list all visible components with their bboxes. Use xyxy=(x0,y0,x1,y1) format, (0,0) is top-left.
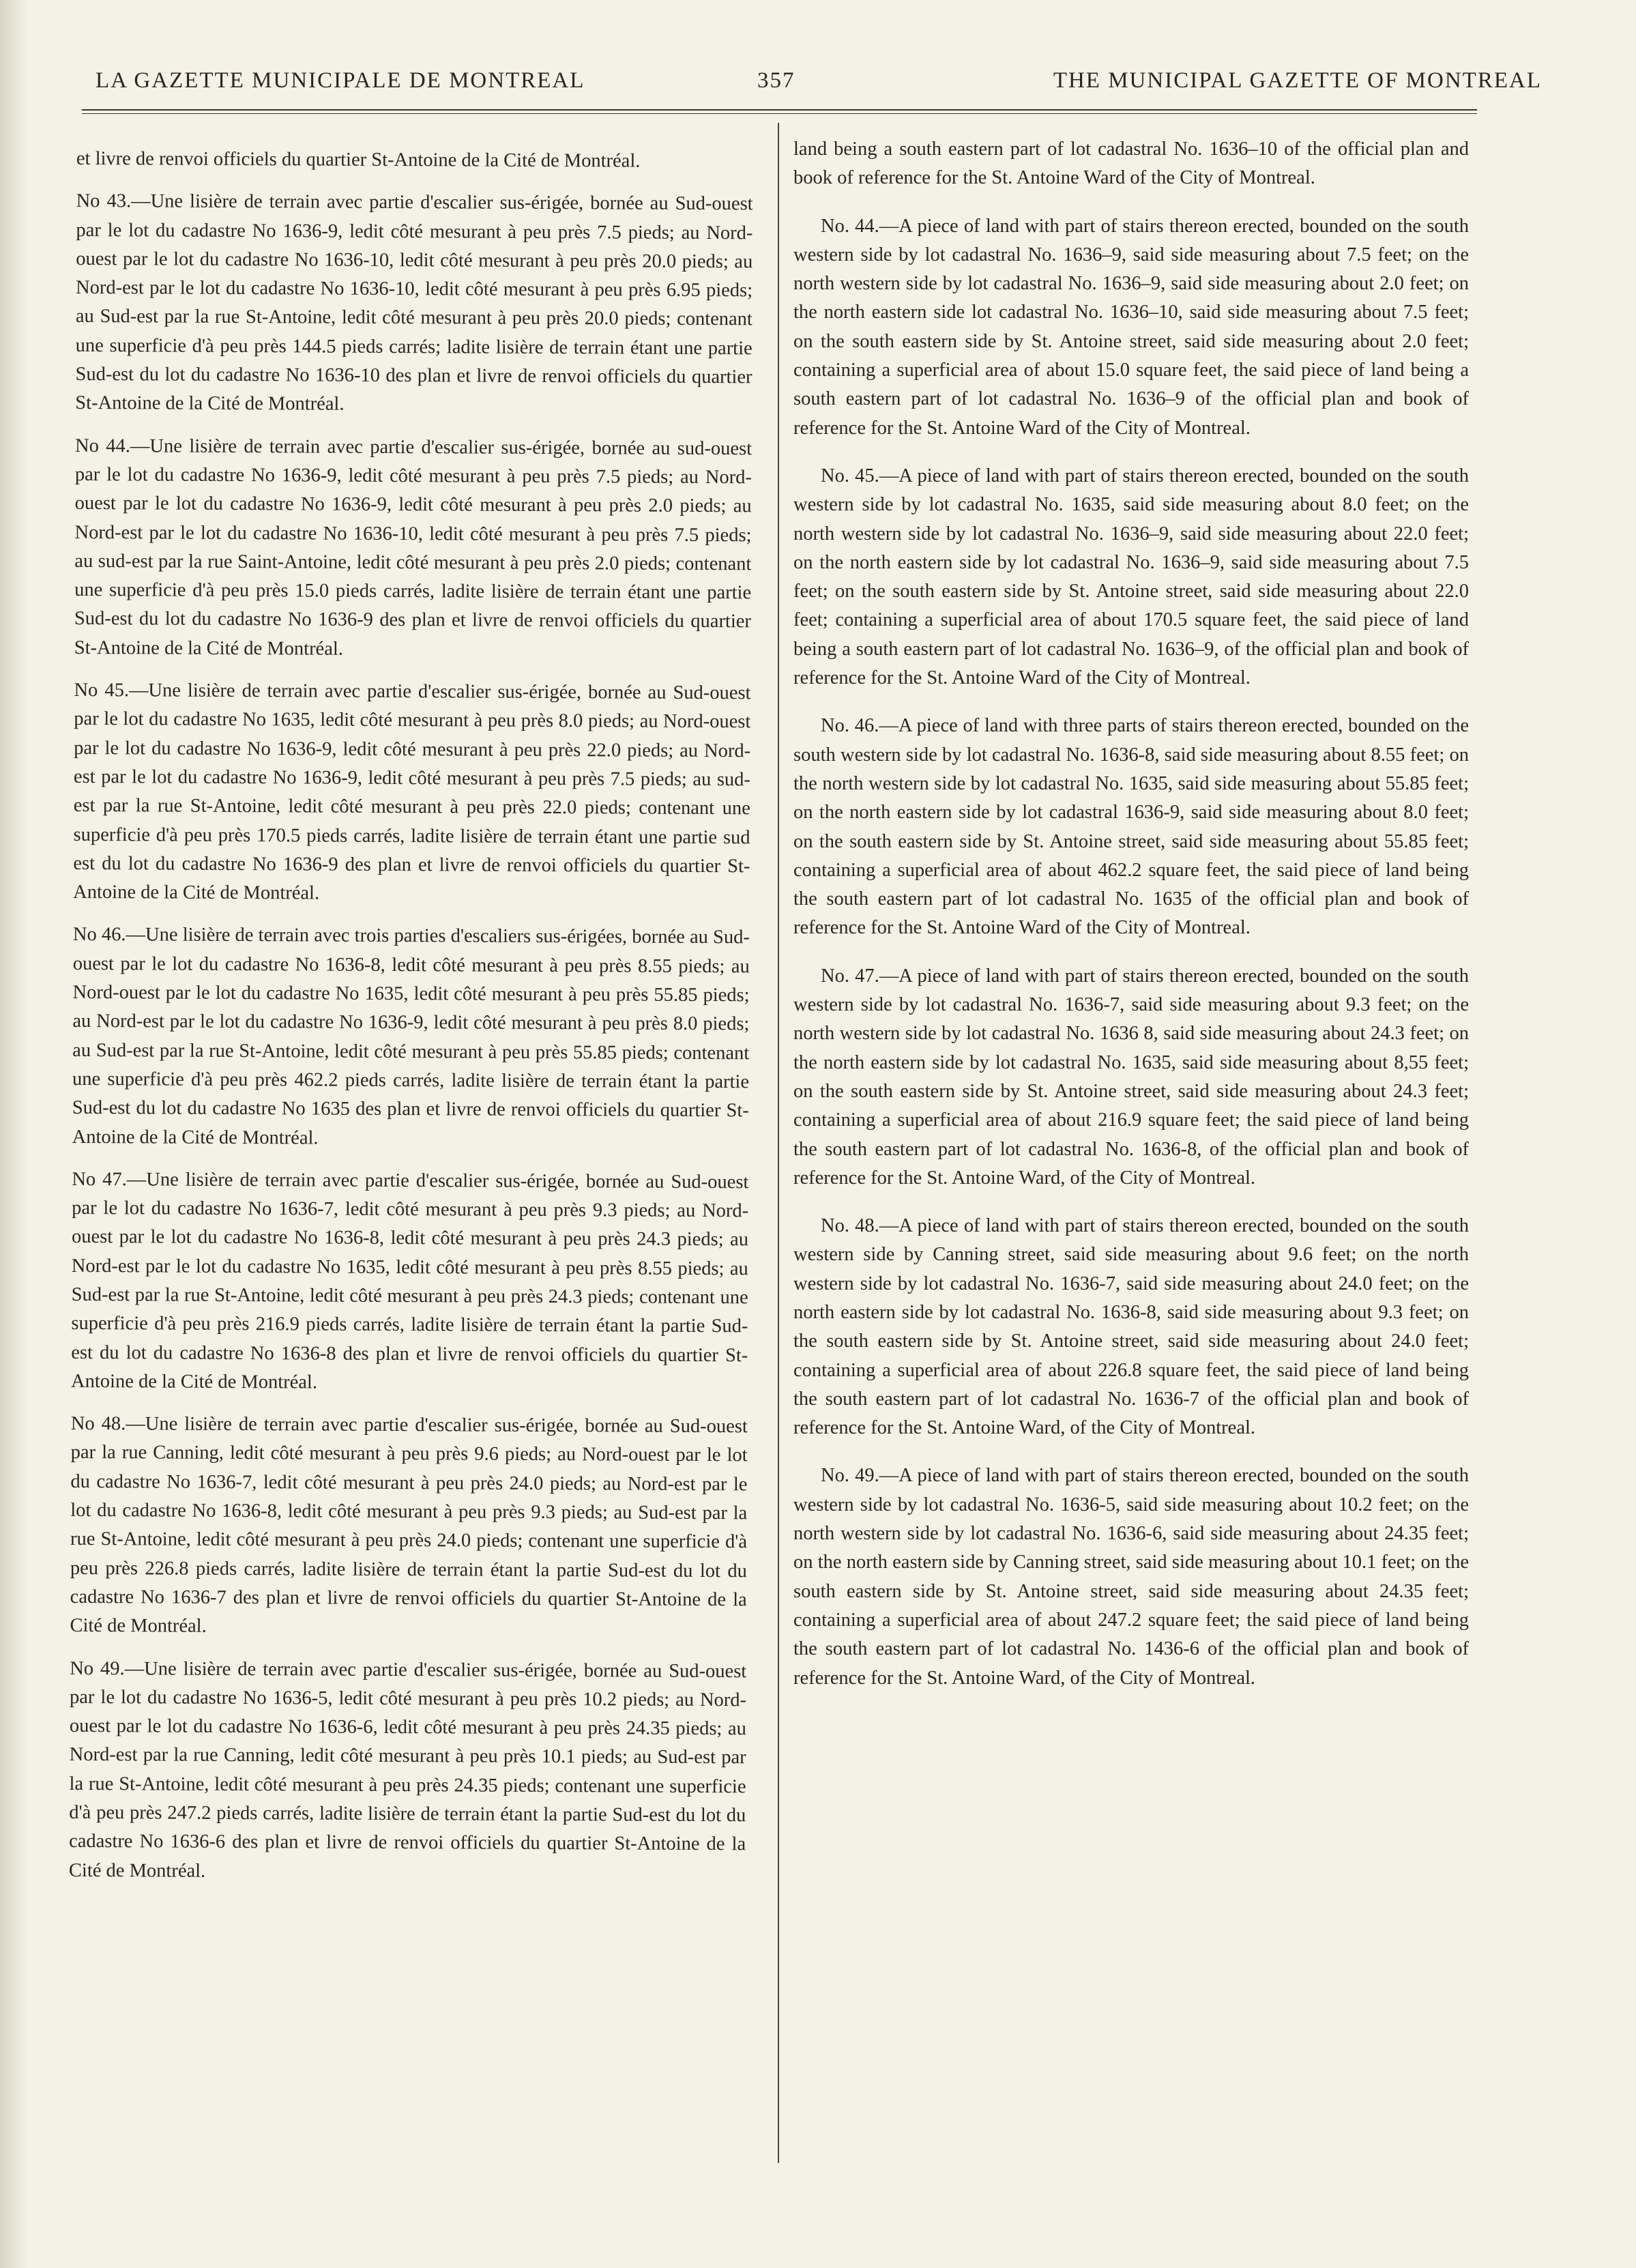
french-paragraph-continuation: et livre de renvoi officiels du quartier St-Antoine de la Cité de Montréal. xyxy=(76,147,641,172)
header-rule xyxy=(82,109,1477,111)
english-paragraph-continuation: land being a south eastern part of lot cadastral No. 1636–10 of the official plan and book of reference for the St. Antoine Ward of the City of Montreal. xyxy=(793,139,1469,189)
page-number: 357 xyxy=(757,68,795,93)
french-paragraph-no-44: No 44.—Une lisière de terrain avec partie d'escalier sus-érigée, bornée au sud-ouest par le lot du cadastre No 1636-9, ledit côté mesurant à peu près 7.5 pieds; au Nord-ouest par le lot du cadastre No 1636-9, ledit côté mesurant à peu près 2.0 pieds; au Nord-est par le lot du cadastre No 1636-10, ledit côté mesurant à peu près 7.5 pieds; au sud-est par la rue Saint-Antoine, ledit côté mesurant à peu près 2.0 pieds; contenant une superficie d'à peu près 15.0 pieds carrés, ladite lisière de terrain étant une partie Sud-est du lot du cadastre No 1636-9 des plan et livre de renvoi officiels du quartier St-Antoine de la Cité de Montréal. xyxy=(74,435,753,660)
page-header xyxy=(96,68,1542,109)
french-paragraph-no-45: No 45.—Une lisière de terrain avec partie d'escalier sus-érigée, bornée au Sud-ouest par le lot du cadastre No 1635, ledit côté mesurant à peu près 8.0 pieds; au Nord-ouest par le lot du cadastre No 1636-9, ledit côté mesurant à peu près 22.0 pieds; au Nord-est par le lot du cadastre No 1636-9, ledit côté mesurant à peu près 7.5 pieds; au sud-est par la rue St-Antoine, ledit côté mesurant à peu près 22.0 pieds; contenant une superficie d'à peu près 170.5 pieds carrés, ladite lisière de terrain étant une partie sud est du lot du cadastre No 1636-9 des plan et livre de renvoi officiels du quartier St-Antoine de la Cité de Montréal. xyxy=(73,680,751,904)
english-paragraph-no-46: No. 46.—A piece of land with three parts of stairs thereon erected, bounded on the south western side by lot cadastral No. 1636-8, said side measuring about 8.55 feet; on the north western side by lot cadastral No. 1635, said side measuring about 55.85 feet; on the north eastern side by lot cadastral 1636-9, said side measuring about 8.0 feet; on the south eastern side by St. Antoine street, said side measuring about 55.85 feet; containing a superficial area of about 462.2 square feet, the said piece of land being the south eastern part of lot cadastral No. 1635 of the official plan and book of reference for the St. Antoine Ward of the City of Montreal. xyxy=(793,715,1469,939)
english-paragraph-no-44: No. 44.—A piece of land with part of stairs thereon erected, bounded on the south western side by lot cadastral No. 1636–9, said side measuring about 7.5 feet; on the north western side by lot cadastral No. 1636–9, said side measuring about 2.0 feet; on the north eastern side lot cadastral No. 1636–10, said side measuring about 7.5 feet; on the south eastern side by St. Antoine street, said side measuring about 2.0 feet; containing a superficial area of about 15.0 square feet, the said piece of land being a south eastern part of lot cadastral No. 1636–9 of the official plan and book of reference for the St. Antoine Ward of the City of Montreal. xyxy=(793,215,1469,439)
french-column xyxy=(69,145,753,1902)
french-paragraph-no-47: No 47.—Une lisière de terrain avec partie d'escalier sus-érigée, bornée au Sud-ouest par le lot du cadastre No 1636-7, ledit côté mesurant à peu près 9.3 pieds; au Nord-ouest par le lot du cadastre No 1636-8, ledit côté mesurant à peu près 24.3 pieds; au Nord-est par le lot du cadastre No 1635, ledit côté mesurant à peu près 8.55 pieds; au Sud-est par la rue St-Antoine, ledit côté mesurant à peu près 24.3 pieds; contenant une superficie d'à peu près 216.9 pieds carrés, ladite lisière de terrain étant la partie Sud-est du lot du cadastre No 1636-8 des plan et livre de renvoi officiels du quartier St-Antoine de la Cité de Montréal. xyxy=(71,1168,749,1393)
french-paragraph-no-43: No 43.—Une lisière de terrain avec partie d'escalier sus-érigée, bornée au Sud-ouest par le lot du cadastre No 1636-9, ledit côté mesurant à peu près 7.5 pieds; au Nord-ouest par le lot du cadastre No 1636-10, ledit côté mesurant à peu près 20.0 pieds; au Nord-est par le lot du cadastre No 1636-10, ledit côté mesurant à peu près 6.95 pieds; au Sud-est par la rue St-Antoine, ledit côté mesurant à peu près 20.0 pieds; contenant une superficie d'à peu près 144.5 pieds carrés; ladite lisière de terrain étant une partie Sud-est du lot du cadastre No 1636-10 des plan et livre de renvoi officiels du quartier St-Antoine de la Cité de Montréal. xyxy=(75,190,753,416)
english-paragraph-no-47: No. 47.—A piece of land with part of stairs thereon erected, bounded on the south western side by lot cadastral No. 1636-7, said side measuring about 9.3 feet; on the north western side by lot cadastral No. 1636 8, said side measuring about 24.3 feet; on the north eastern side by lot cadastral No. 1635, said side measuring about 8,55 feet; on the south eastern side by St. Antoine street, said side measuring about 24.3 feet; containing a superficial area of about 216.9 square feet; the said piece of land being the south eastern part of lot cadastral No. 1636-8, of the official plan and book of reference for the St. Antoine Ward, of the City of Montreal. xyxy=(793,965,1469,1189)
french-paragraph-no-46: No 46.—Une lisière de terrain avec trois parties d'escaliers sus-érigées, bornée au Sud-ouest par le lot du cadastre No 1636-8, ledit côté mesurant à peu près 8.55 pieds; au Nord-ouest par le lot du cadastre No 1635, ledit côté mesurant à peu près 55.85 pieds; au Nord-est par le lot du cadastre No 1636-9, ledit côté mesurant à peu près 8.0 pieds; au Sud-est par la rue St-Antoine, ledit côté mesurant à peu près 55.85 pieds; contenant une superficie d'à peu près 462.2 pieds carrés, ladite lisière de terrain étant la partie Sud-est du lot du cadastre No 1635 des plan et livre de renvoi officiels du quartier St-Antoine de la Cité de Montréal. xyxy=(72,924,750,1149)
english-paragraph-no-45: No. 45.—A piece of land with part of stairs thereon erected, bounded on the south western side by lot cadastral No. 1635, said side measuring about 8.0 feet; on the north western side by lot cadastral No. 1636–9, said side measuring about 22.0 feet; on the north eastern side by lot cadastral No. 1636–9, said side measuring about 7.5 feet; on the south eastern side by St. Antoine street, said side measuring about 22.0 feet; containing a superficial area of about 170.5 square feet, the said piece of land being a south eastern part of lot cadastral No. 1636–9, of the official plan and book of reference for the St. Antoine Ward of the City of Montreal. xyxy=(793,465,1469,689)
column-divider xyxy=(778,123,779,2163)
header-french-title: LA GAZETTE MUNICIPALE DE MONTREAL xyxy=(96,68,585,93)
english-column xyxy=(793,135,1469,1712)
page-edge-shadow xyxy=(0,0,27,2268)
english-paragraph-no-49: No. 49.—A piece of land with part of stairs thereon erected, bounded on the south western side by lot cadastral No. 1636-5, said side measuring about 10.2 feet; on the north western side by lot cadastral No. 1636-6, said side measuring about 24.35 feet; on the north eastern side by Canning street, said side measuring about 10.1 feet; on the south eastern side by St. Antoine street, said side measuring about 24.35 feet; containing a superficial area of about 247.2 square feet; the said piece of land being the south eastern part of lot cadastral No. 1436-6 of the official plan and book of reference for the St. Antoine Ward, of the City of Montreal. xyxy=(793,1465,1469,1689)
french-paragraph-no-49: No 49.—Une lisière de terrain avec partie d'escalier sus-érigée, bornée au Sud-ouest par le lot du cadastre No 1636-5, ledit côté mesurant à peu près 10.2 pieds; au Nord-ouest par le lot du cadastre No 1636-6, ledit côté mesurant à peu près 24.35 pieds; au Nord-est par la rue Canning, ledit côté mesurant à peu près 10.1 pieds; au Sud-est par la rue St-Antoine, ledit côté mesurant à peu près 24.35 pieds; contenant une superficie d'à peu près 247.2 pieds carrés, ladite lisière de terrain étant la partie Sud-est du lot du cadastre No 1636-6 des plan et livre de renvoi officiels du quartier St-Antoine de la Cité de Montréal. xyxy=(68,1657,747,1882)
french-paragraph-no-48: No 48.—Une lisière de terrain avec partie d'escalier sus-érigée, bornée au Sud-ouest par la rue Canning, ledit côté mesurant à peu près 9.6 pieds; au Nord-ouest par le lot du cadastre No 1636-7, ledit côté mesurant à peu près 24.0 pieds; au Nord-est par le lot du cadastre No 1636-8, ledit côté mesurant à peu près 9.3 pieds; au Sud-est par la rue St-Antoine, ledit côté mesurant à peu près 24.0 pieds; contenant une superficie d'à peu près 226.8 pieds carrés, ladite lisière de terrain étant la partie Sud-est du lot du cadastre No 1636-7 des plan et livre de renvoi officiels du quartier St-Antoine de la Cité de Montréal. xyxy=(70,1413,748,1638)
english-paragraph-no-48: No. 48.—A piece of land with part of stairs thereon erected, bounded on the south western side by Canning street, said side measuring about 9.6 feet; on the north western side by lot cadastral No. 1636-7, said side measuring about 24.0 feet; on the north eastern side by lot cadastral No. 1636-8, said side measuring about 9.3 feet; on the south eastern side by St. Antoine street, said side measuring about 24.0 feet; containing a superficial area of about 226.8 square feet, the said piece of land being the south eastern part of lot cadastral No. 1636-7 of the official plan and book of reference for the St. Antoine Ward, of the City of Montreal. xyxy=(793,1215,1469,1439)
header-rule-thin xyxy=(82,113,1477,114)
header-english-title: THE MUNICIPAL GAZETTE OF MONTREAL xyxy=(1053,68,1542,93)
